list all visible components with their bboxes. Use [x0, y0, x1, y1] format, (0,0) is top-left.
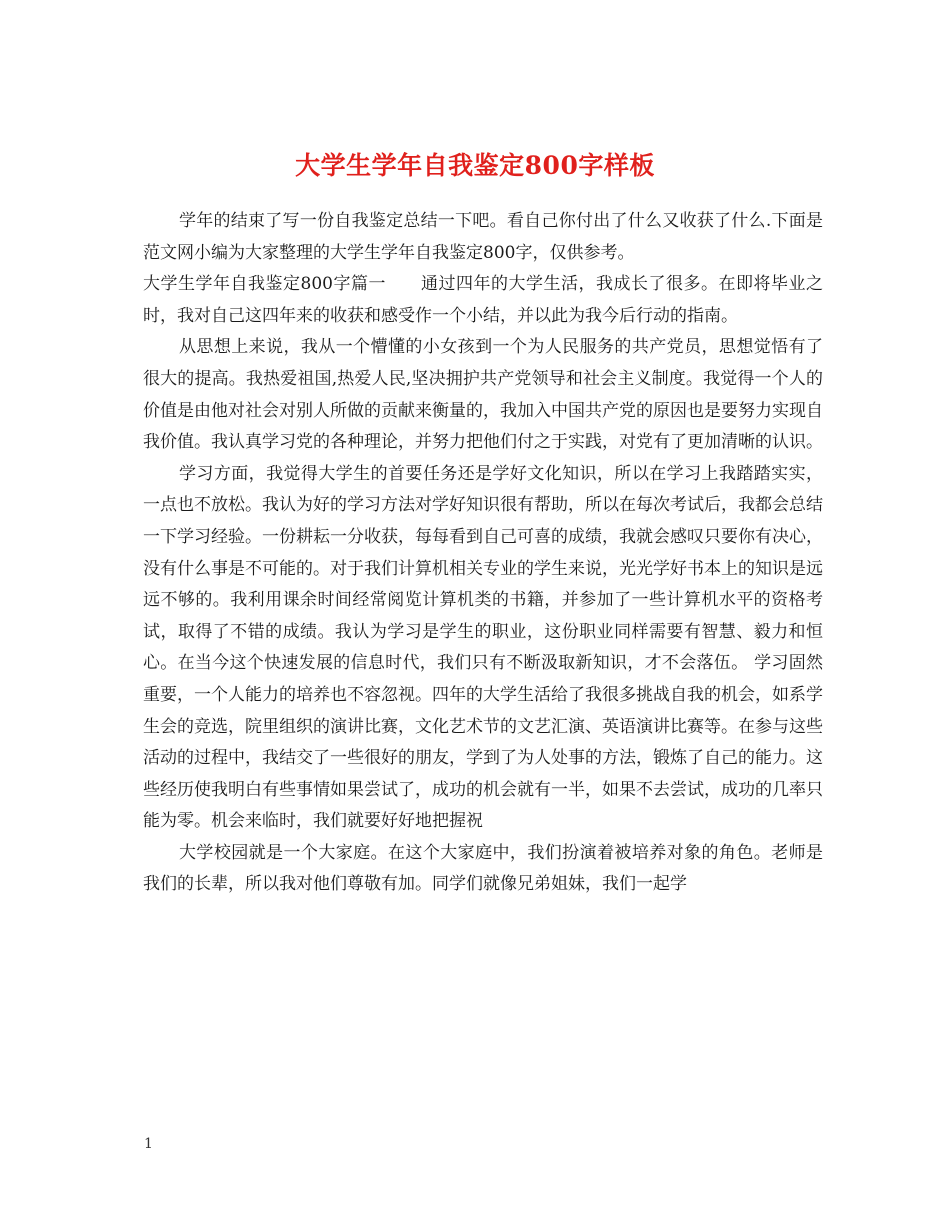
document-body: [143, 206, 823, 901]
page-number: 1: [144, 1136, 153, 1152]
section-heading-paragraph: 大学生学年自我鉴定800字篇一 通过四年的大学生活，我成长了很多。在即将毕业之时，我对自己这四年来的收获和感受作一个小结，并以此为我今后行动的指南。: [143, 274, 823, 326]
campus-life-paragraph: 大学校园就是一个大家庭。在这个大家庭中，我们扮演着被培养对象的角色。老师是我们的长辈，所以我对他们尊敬有加。同学们就像兄弟姐妹，我们一起学: [143, 842, 823, 895]
intro-paragraph: 学年的结束了写一份自我鉴定总结一下吧。看自己你付出了什么又收获了什么.下面是范文网小编为大家整理的大学生学年自我鉴定800字，仅供参考。: [143, 211, 823, 263]
study-paragraph: 学习方面，我觉得大学生的首要任务还是学好文化知识，所以在学习上我踏踏实实，一点也不放松。我认为好的学习方法对学好知识很有帮助，所以在每次考试后，我都会总结一下学习经验。一份耕耘一分收获，每每看到自己可喜的成绩，我就会感叹只要你有决心，没有什么事是不可能的。对于我们计算机相关专业的学生来说，光光学好书本上的知识是远远不够的。我利用课余时间经常阅览计算机类的书籍，并参加了一些计算机水平的资格考试，取得了不错的成绩。我认为学习是学生的职业，这份职业同样需要有智慧、毅力和恒心。在当今这个快速发展的信息时代，我们只有不断汲取新知识，才不会落伍。 学习固然重要，一个人能力的培养也不容忽视。四年的大学生活给了我很多挑战自我的机会，如系学生会的竞选，院里组织的演讲比赛，文化艺术节的文艺汇演、英语演讲比赛等。在参与这些活动的过程中，我结交了一些很好的朋友，学到了为人处事的方法，锻炼了自己的能力。这些经历使我明白有些事情如果尝试了，成功的机会就有一半，如果不去尝试，成功的几率只能为零。机会来临时，我们就要好好地把握祝: [143, 463, 823, 832]
ideology-paragraph: 从思想上来说，我从一个懵懂的小女孩到一个为人民服务的共产党员，思想觉悟有了很大的提高。我热爱祖国,热爱人民,坚决拥护共产党领导和社会主义制度。我觉得一个人的价值是由他对社会对别人所做的贡献来衡量的，我加入中国共产党的原因也是要努力实现自我价值。我认真学习党的各种理论，并努力把他们付之于实践，对党有了更加清晰的认识。: [143, 337, 823, 453]
document-title: 大学生学年自我鉴定800字样板: [295, 150, 655, 180]
